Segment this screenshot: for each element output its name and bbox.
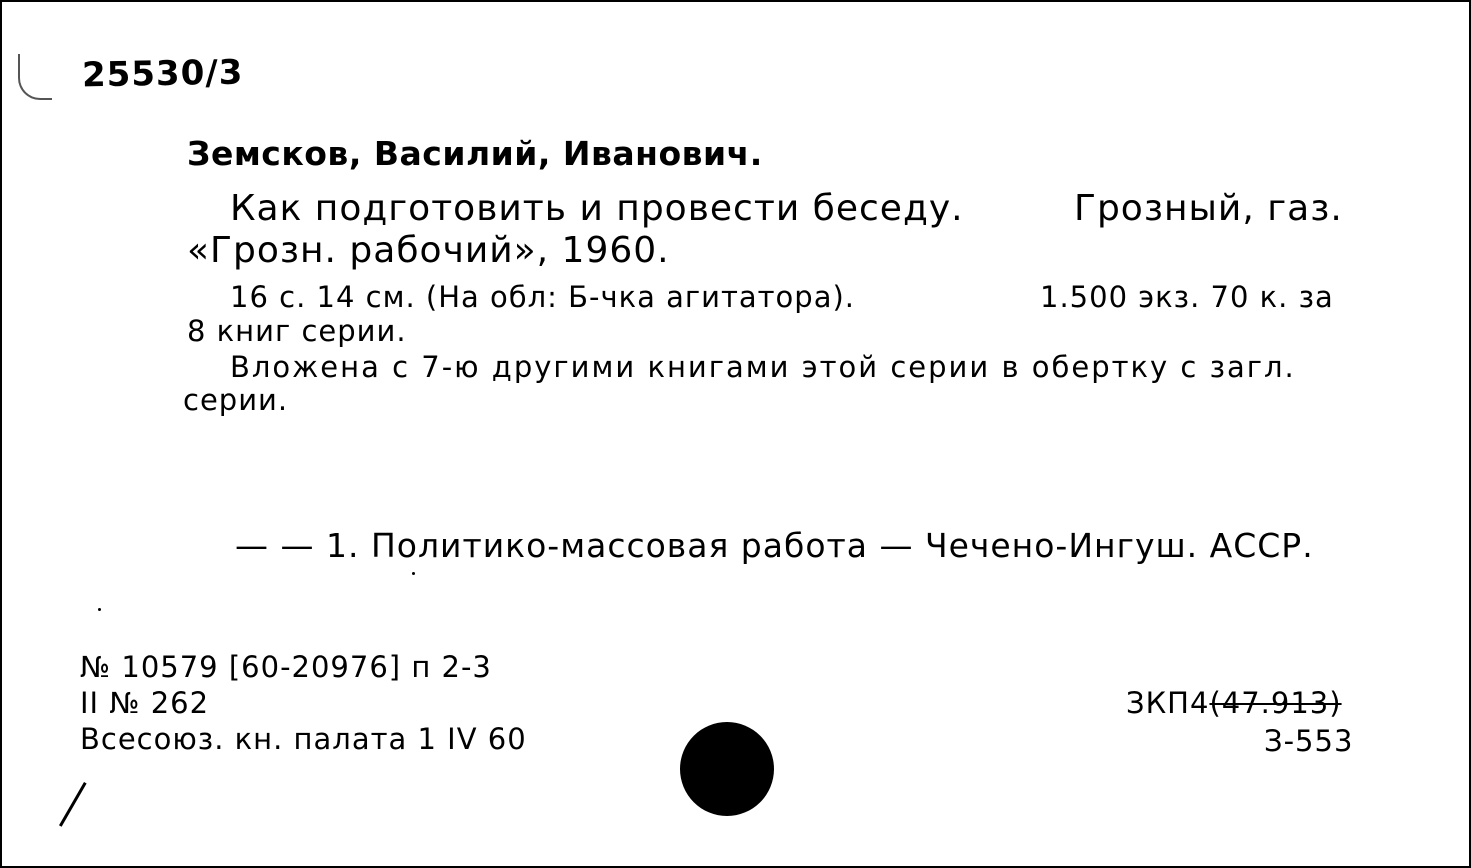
- author-heading: Земсков, Василий, Иванович.: [187, 134, 763, 173]
- physical-description-line-2: 8 книг серии.: [187, 314, 407, 348]
- punch-hole: [680, 722, 774, 816]
- title-line-2: «Грозн. рабочий», 1960.: [187, 230, 670, 271]
- note-line-2: серии.: [183, 383, 289, 417]
- footer-series-number: II № 262: [80, 686, 210, 720]
- speck: [98, 608, 101, 611]
- footer-chamber: Всесоюз. кн. палата 1 IV 60: [80, 722, 527, 756]
- classification-code-main: ЗКП4: [1126, 686, 1210, 720]
- speck: [412, 572, 415, 575]
- physical-description-line-1: 16 с. 14 см. (На обл: Б-чка агитатора).: [230, 280, 856, 314]
- note-line-1: Вложена с 7-ю другими книгами этой серии в обертку с загл.: [230, 350, 1296, 384]
- footer-registration-number: № 10579 [60-20976] п 2-3: [80, 650, 492, 684]
- title-line-1: Как подготовить и провести беседу.: [230, 188, 964, 229]
- classification-code: [1126, 686, 1342, 720]
- subject-heading: — — 1. Политико-массовая работа — Чечено-Ингуш. АССР.: [235, 526, 1314, 565]
- physical-description-line-1-right: 1.500 экз. 70 к. за: [1040, 280, 1334, 314]
- title-place: Грозный, газ.: [1074, 188, 1343, 229]
- handwritten-bracket-mark: [18, 54, 52, 100]
- author-mark-code: З-553: [1264, 724, 1354, 758]
- handwritten-slash-mark: [59, 782, 87, 827]
- classification-code-struck: (47.913): [1209, 686, 1342, 720]
- handwritten-call-number: 25530/3: [81, 52, 244, 96]
